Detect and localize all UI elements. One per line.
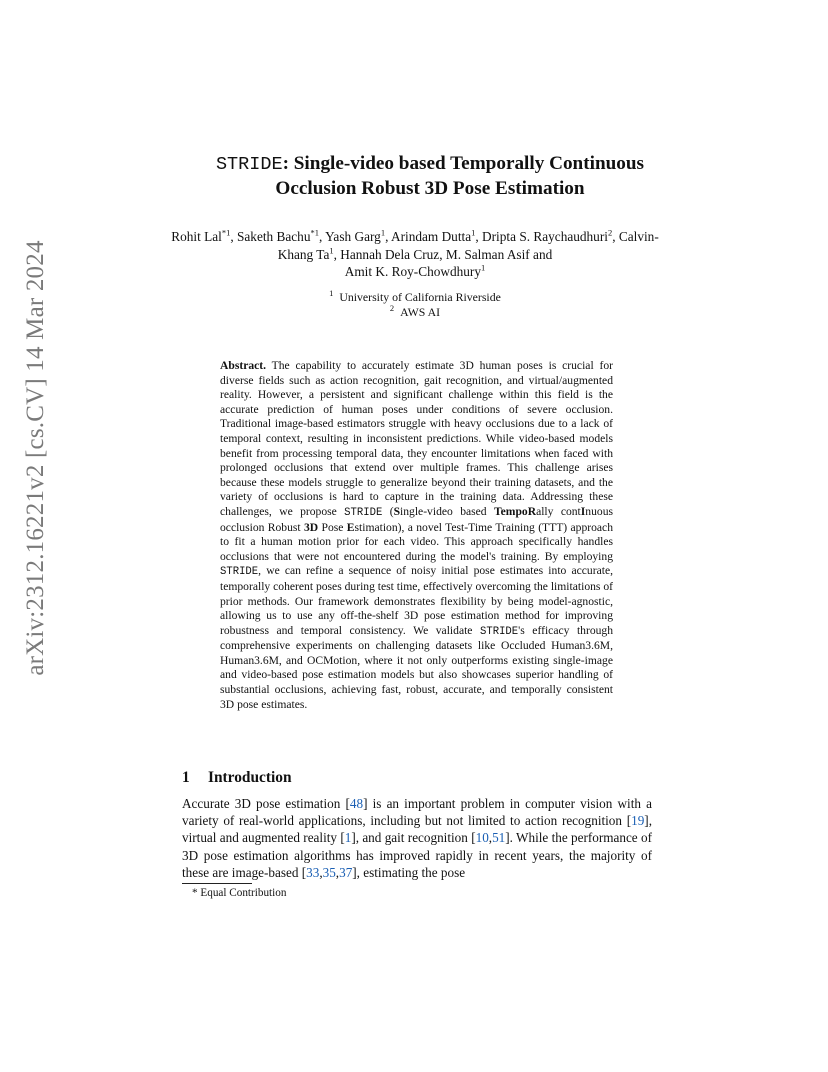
author-list: Rohit Lal$^{*1}$, Saketh Bachu$^{*1}$, Yash Garg$^1$, Arindam Dutta$^1$, Dripta S. Raychaudhuri$^2$, Calvin-Khang Ta$^1$, Hannah Dela Cruz, M. Salman Asif and Amit K. Roy-Chowdhury$^1$ (171, 227, 659, 279)
author-mark: 1 (481, 262, 486, 273)
citation-link[interactable]: 33 (306, 864, 320, 880)
citation-link[interactable]: 10 (475, 830, 489, 846)
author-mark: 2 (607, 227, 613, 238)
author-name: M. Salman Asif (445, 246, 530, 262)
author-mark: 1 (329, 245, 334, 256)
title-method-name: STRIDE (215, 154, 283, 175)
method-name: STRIDE (344, 506, 383, 519)
author-name: Dripta S. Raychaudhuri (482, 229, 608, 244)
affiliation-1 (200, 290, 630, 305)
author-mark: 1 (380, 227, 386, 238)
method-name: STRIDE (480, 625, 519, 638)
section-number: 1 (182, 769, 190, 786)
citation-link[interactable]: 1 (344, 830, 352, 846)
footnote-rule (182, 883, 252, 884)
method-name: STRIDE (220, 566, 259, 579)
citation-link[interactable]: 51 (492, 830, 506, 846)
author-name: Rohit Lal (171, 229, 222, 244)
footnote-text: Equal Contribution (197, 887, 287, 899)
abstract: Abstract. The capability to accurately estimate 3D human poses is crucial for diverse fields such as action recognition, gait recognition, and virtual/augmented reality. However, a persistent and significant challenge within this field is the accurate prediction of human poses under conditions of severe occlusion. Traditional image-based estimators struggle with heavy occlusions due to a lack of temporal context, resulting in inconsistent predictions. While video-based models benefit from processing temporal data, they encounter limitations when faced with prolonged occlusions that extend over multiple frames. This challenge arises because these models struggle to generalize beyond their training datasets, and the variety of occlusions is hard to capture in the training data. Addressing these challenges, we propose STRIDE (Single-video based TempoRally contInuous occlusion Robust 3D Pose Estimation), a novel Test-Time Training (TTT) approach to fit a human motion prior for each video. This approach specifically handles occlusions that were not encountered during the model's training. By employing STRIDE, we can refine a sequence of noisy initial pose estimates into accurate, temporally coherent poses during test time, effectively overcoming the limitations of prior methods. Our framework demonstrates flexibility by being model-agnostic, allowing us to use any off-the-shelf 3D pose estimation method for improving robustness and temporal consistency. We validate STRIDE's efficacy through comprehensive experiments on challenging datasets like Occluded Human3.6M, Human3.6M, and OCMotion, where it not only outperforms existing single-image and video-based pose estimation models but also showcases superior handling of substantial occlusions, achieving fast, robust, accurate, and temporally consistent 3D pose estimates. (220, 359, 614, 711)
affiliation-name: University of California Riverside (339, 290, 501, 304)
affiliation-name: AWS AI (400, 305, 441, 319)
section-heading-introduction (182, 768, 292, 788)
author-mark: 1 (471, 227, 476, 238)
title-line-2: Occlusion Robust 3D Pose Estimation (275, 178, 585, 199)
author-name: Calvin-Khang Ta (277, 229, 659, 262)
author-name: Arindam Dutta (390, 229, 472, 244)
author-name: Yash Garg (325, 229, 381, 244)
footnote (192, 886, 286, 900)
footnote-mark: * (192, 887, 198, 899)
citation-link[interactable]: 19 (631, 813, 645, 829)
author-name: Amit K. Roy-Chowdhury (344, 264, 482, 279)
author-name: Hannah Dela Cruz (340, 246, 440, 262)
author-name: Saketh Bachu (237, 229, 311, 244)
citation-link[interactable]: 35 (322, 864, 336, 880)
citation-link[interactable]: 37 (339, 864, 353, 880)
author-mark: *1 (221, 227, 231, 238)
citation-link[interactable]: 48 (349, 796, 364, 811)
affiliation-2 (200, 305, 630, 320)
introduction-paragraph: Accurate 3D pose estimation [48] is an important problem in computer vision with a variety of real-world applications, including but not limited to action recognition [19], virtual and augmented reality [1], and gait recognition [10,51]. While the performance of 3D pose estimation algorithms has improved rapidly in recent years, the majority of these are image-based [33,35,37], estimating the pose (182, 796, 652, 880)
abstract-label: Abstract. (220, 359, 267, 372)
author-mark: *1 (310, 227, 319, 238)
section-title: Introduction (208, 769, 292, 786)
title-line-1: : Single-video based Temporally Continuous (282, 153, 645, 174)
affiliation-mark: 2 (389, 303, 395, 314)
affiliation-mark: 1 (329, 288, 334, 299)
paper-title (150, 152, 710, 201)
arxiv-identifier-stamp: arXiv:2312.16221v2 [cs.CV] 14 Mar 2024 (22, 240, 49, 676)
